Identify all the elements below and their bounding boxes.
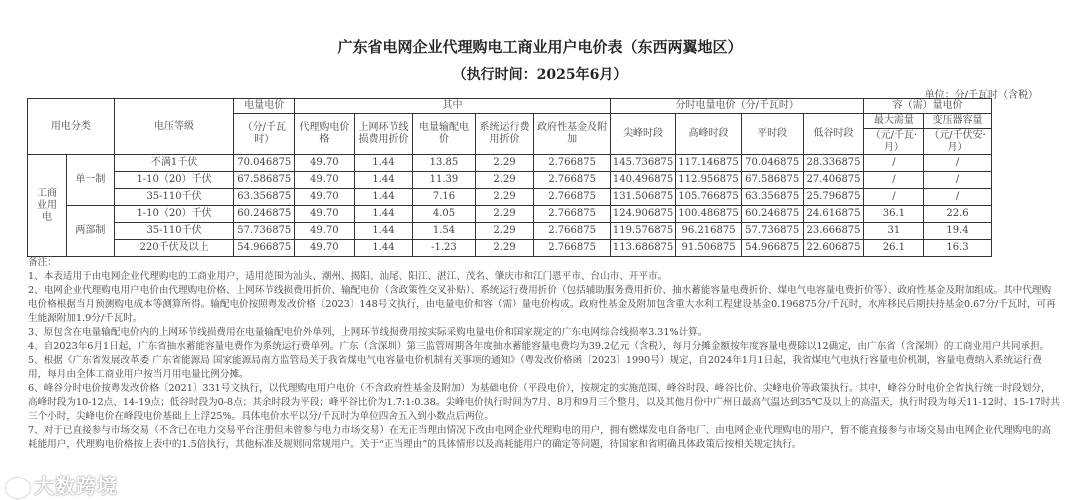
cell-demand: 26.1 [864, 240, 924, 257]
cell-system: 2.29 [475, 223, 534, 240]
cell-flat: 70.046875 [741, 155, 803, 172]
note-item: 6、峰谷分时电价按粤发改价格〔2021〕331号文执行，以代理购电用户电价（不含政府性基金及附加）为基础电价（平段电价），按规定的实施范围、峰谷时段、峰谷比价、尖峰电价等政策执行。其中，峰谷分时电价全省执行统一时段划分，高峰时段为10-12点、14-19点；低谷时段为0-8点；其余时段为平段；峰平谷比价为1.7:1:0.38。尖峰电价执行时间为7月、8月和9月三个整月，以及其他月份中广州日最高气温达到35℃及以上的高温天，执行时段为每天11-12时、15-17时共三个小时，尖峰电价在峰段电价基础上上浮25%。具体电价水平以分/千瓦时为单位四舍五入到小数点后两位。 [28, 383, 1060, 422]
header-proxy: 代理购电价格 [295, 114, 354, 155]
cell-proxy: 49.70 [295, 189, 354, 206]
cell-trans: 4.05 [413, 206, 475, 223]
cell-voltage: 1-10（20）千伏 [114, 206, 234, 223]
table-row [28, 240, 1080, 257]
cell-fund: 2.766875 [534, 223, 610, 240]
note-item: 7、对于已直接参与市场交易（不含已在电力交易平台注册但未曾参与电力市场交易）在无正当理由情况下改由电网企业代理购电的用户，拥有燃煤发电自备电厂、由电网企业代理购电的用户，暂不能直接参与市场交易由电网企业代理购电的高耗能用户，代理购电价格按上表中的1.5倍执行，其他标准及规则同常规用户。关于“正当理由”的具体情形以及高耗能用户的确定等问题，待国家和省明确具体政策后按相关规定执行。 [28, 425, 1052, 450]
cell-proxy: 49.70 [295, 223, 354, 240]
watermark [6, 474, 118, 498]
table-row [28, 223, 1080, 240]
cell-fund: 2.766875 [534, 155, 610, 172]
cell-valley: 27.406875 [803, 172, 864, 189]
cell-voltage: 35-110千伏 [114, 223, 234, 240]
header-peak: 高峰时段 [676, 114, 741, 155]
cell-fund: 2.766875 [534, 172, 610, 189]
cell-energy: 60.246875 [234, 206, 295, 223]
cell-system: 2.29 [475, 172, 534, 189]
cell-demand: / [864, 172, 924, 189]
cell-valley: 24.616875 [803, 206, 864, 223]
cell-proxy: 49.70 [295, 155, 354, 172]
cell-demand: / [864, 189, 924, 206]
cell-transformer: 19.4 [924, 223, 991, 240]
cell-demand: / [864, 155, 924, 172]
page-subtitle: （执行时间：2025年6月） [452, 67, 628, 83]
cell-trans: 13.85 [413, 155, 475, 172]
header-transformer: 变压器容量 [924, 114, 991, 129]
cell-loss: 1.44 [354, 172, 413, 189]
header-row [28, 99, 1080, 114]
cell-fund: 2.766875 [534, 189, 610, 206]
cell-trans: 7.16 [413, 189, 475, 206]
cell-sharp: 145.736875 [610, 155, 675, 172]
header-energy-unit: （分/千瓦时） [234, 114, 295, 155]
cell-demand: 36.1 [864, 206, 924, 223]
cell-voltage: 1-10（20）千伏 [114, 172, 234, 189]
header-valley: 低谷时段 [803, 114, 864, 155]
cell-peak: 96.216875 [676, 223, 741, 240]
header-tou: 分时电量电价（分/千瓦时） [610, 99, 864, 114]
cell-transformer: 16.3 [924, 240, 991, 257]
table-row [28, 189, 1080, 206]
cell-peak: 100.486875 [676, 206, 741, 223]
cell-peak: 91.506875 [676, 240, 741, 257]
note-item: 5、根据《广东省发展改革委 广东省能源局 国家能源局南方监管局关于我省煤电气电容量电价机制有关事项的通知》（粤发改价格函〔2023〕1990号）规定，自2024年1月1日起，我省煤电气电执行容量电价机制，容量电费纳入系统运行费用，每月由全体工商业用户按当月用电量比例分摊。 [28, 355, 1042, 380]
cell-peak: 112.956875 [676, 172, 741, 189]
cell-transformer: / [924, 172, 991, 189]
price-table [27, 98, 1080, 257]
table-row [28, 155, 1080, 172]
cell-energy: 63.356875 [234, 189, 295, 206]
header-category: 用电分类 [28, 99, 115, 155]
header-fund: 政府性基金及附加 [534, 114, 610, 155]
cell-flat: 57.736875 [741, 223, 803, 240]
cell-loss: 1.44 [354, 189, 413, 206]
cell-valley: 28.336875 [803, 155, 864, 172]
page-title: 广东省电网企业代理购电工商业用户电价表（东西两翼地区） [337, 38, 743, 56]
cell-valley: 25.796875 [803, 189, 864, 206]
cell-system: 2.29 [475, 206, 534, 223]
cell-energy: 70.046875 [234, 155, 295, 172]
cell-proxy: 49.70 [295, 172, 354, 189]
cell-trans: 11.39 [413, 172, 475, 189]
cell-valley: 22.606875 [803, 240, 864, 257]
cell-voltage: 35-110千伏 [114, 189, 234, 206]
cell-flat: 60.246875 [741, 206, 803, 223]
cell-voltage: 220千伏及以上 [114, 240, 234, 257]
header-transformer-unit: （元/千伏安·月） [924, 129, 991, 155]
cell-sharp: 113.686875 [610, 240, 675, 257]
cell-voltage: 不满1千伏 [114, 155, 234, 172]
cell-system: 2.29 [475, 189, 534, 206]
header-voltage: 电压等级 [114, 99, 234, 155]
cell-sharp: 124.906875 [610, 206, 675, 223]
cell-loss: 1.44 [354, 206, 413, 223]
header-energy-price: 电量电价 [234, 99, 295, 114]
header-flat: 平时段 [741, 114, 803, 155]
cell-peak: 117.146875 [676, 155, 741, 172]
watermark-logo-icon [6, 478, 30, 498]
cell-demand: 31 [864, 223, 924, 240]
cell-sharp: 140.496875 [610, 172, 675, 189]
note-item: 2、电网企业代理购电用户电价由代理购电价格、上网环节线损费用折价、输配电价（含政策性交叉补贴）、系统运行费用折价（包括辅助服务费用折价、抽水蓄能容量电费折价、煤电气电容量电费折价等）、政府性基金及附加组成。其中代理购电价格根据当月预测购电成本等测算所得。输配电价按照粤发改价格〔2023〕148号文执行，由电量电价和容（需）量电价构成。政府性基金及附加包含重大水利工程建设基金0.196875分/千瓦时，水库移民后期扶持基金0.67分/千瓦时，可再生能源附加1.9分/千瓦时。 [28, 285, 1056, 324]
cell-sharp: 119.576875 [610, 223, 675, 240]
cell-loss: 1.44 [354, 155, 413, 172]
notes-title: 备注： [28, 257, 57, 268]
header-transmission: 电量输配电价 [413, 114, 475, 155]
header-of-which: 其中 [295, 99, 611, 114]
cell-system: 2.29 [475, 240, 534, 257]
category-cell: 工商业用电 [28, 155, 67, 257]
cell-energy: 57.736875 [234, 223, 295, 240]
table-row [28, 206, 1080, 223]
cell-flat: 63.356875 [741, 189, 803, 206]
notes [28, 256, 1060, 452]
watermark-text: 大数跨境 [34, 474, 118, 498]
cell-sharp: 131.506875 [610, 189, 675, 206]
cell-fund: 2.766875 [534, 206, 610, 223]
cell-proxy: 49.70 [295, 240, 354, 257]
header-sharp: 尖峰时段 [610, 114, 675, 155]
header-max-demand: 最大需量 [864, 114, 924, 129]
header-loss: 上网环节线损费用折价 [354, 114, 413, 155]
cell-fund: 2.766875 [534, 240, 610, 257]
cell-transformer: / [924, 189, 991, 206]
cell-transformer: 22.6 [924, 206, 991, 223]
cell-loss: 1.44 [354, 240, 413, 257]
cell-trans: 1.54 [413, 223, 475, 240]
cell-proxy: 49.70 [295, 206, 354, 223]
cell-trans: -1.23 [413, 240, 475, 257]
note-item: 4、自2023年6月1日起，广东省抽水蓄能容量电费作为系统运行费单列。广东（含深圳）第三监管周期各年度抽水蓄能容量电费均为39.2亿元（含税），每月分摊金额按年度容量电费除以12确定，由广东省（含深圳）的工商业用户共同承担。 [28, 341, 1050, 352]
table-row [28, 172, 1080, 189]
cell-energy: 67.586875 [234, 172, 295, 189]
cell-peak: 105.766875 [676, 189, 741, 206]
cell-energy: 54.966875 [234, 240, 295, 257]
header-system: 系统运行费用折价 [475, 114, 534, 155]
group-cell: 两部制 [66, 206, 114, 257]
cell-system: 2.29 [475, 155, 534, 172]
cell-flat: 54.966875 [741, 240, 803, 257]
cell-transformer: / [924, 155, 991, 172]
cell-loss: 1.44 [354, 223, 413, 240]
cell-flat: 67.586875 [741, 172, 803, 189]
unit-label: 单位：分/千瓦时（含税） [924, 90, 1038, 101]
header-capacity: 容（需）量电价 [864, 99, 991, 114]
header-max-demand-unit: （元/千瓦·月） [864, 129, 924, 155]
note-item: 3、原包含在电量输配电价内的上网环节线损费用在电量输配电价外单列，上网环节线损费用按实际采购电量电价和国家规定的广东电网综合线损率3.31%计算。 [28, 327, 708, 338]
note-item: 1、本表适用于由电网企业代理购电的工商业用户，适用范围为汕头、潮州、揭阳、汕尾、阳江、湛江、茂名、肇庆市和江门恩平市、台山市、开平市。 [28, 271, 668, 282]
cell-valley: 23.666875 [803, 223, 864, 240]
group-cell: 单一制 [66, 155, 114, 206]
